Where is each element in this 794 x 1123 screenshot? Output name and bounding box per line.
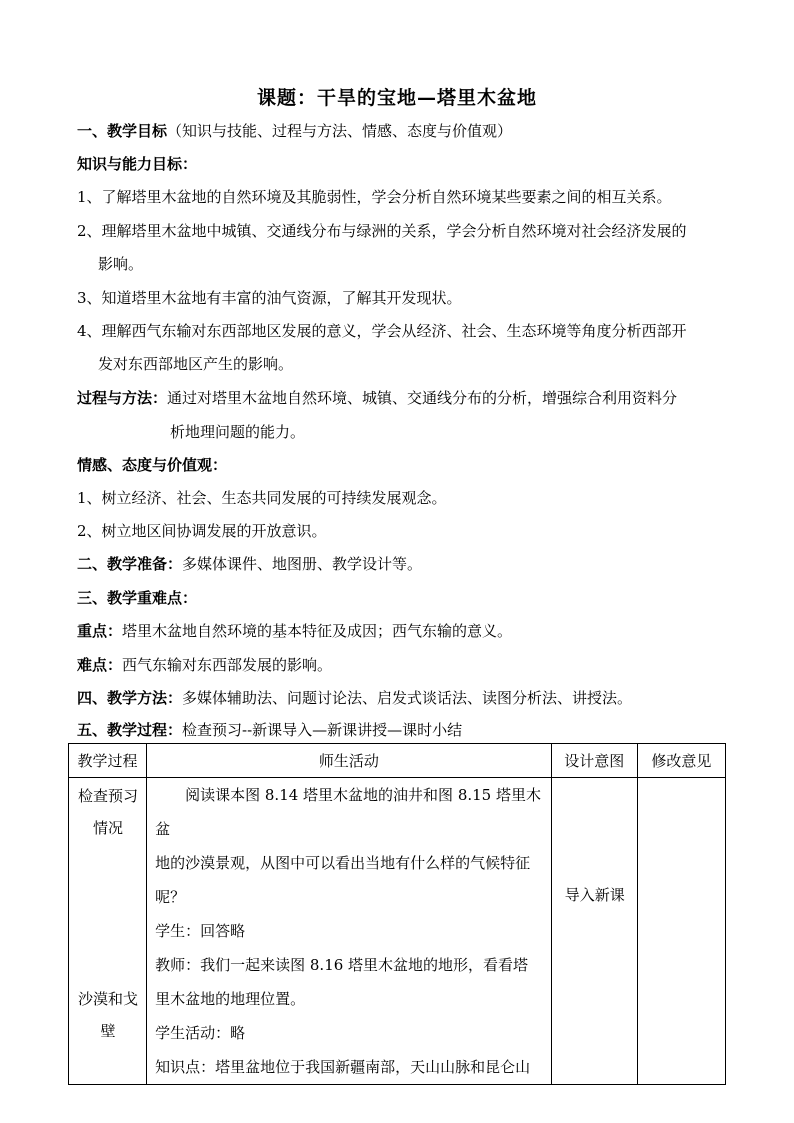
difficult-point-label: 难点：: [77, 656, 123, 674]
activity-line-2: 地的沙漠景观，从图中可以看出当地有什么样的气候特征: [155, 854, 531, 872]
teaching-methods-text: 多媒体辅助法、问题讨论法、启发式谈话法、读图分析法、讲授法。: [182, 689, 633, 707]
lesson-title: 课题：干旱的宝地—塔里木盆地: [256, 87, 537, 109]
knowledge-item-1: 1、了解塔里木盆地的自然环境及其脆弱性，学会分析自然环境某些要素之间的相互关系。: [77, 188, 672, 206]
teaching-methods-label: 四、教学方法：: [77, 689, 183, 707]
activity-line-7: 学生活动：略: [155, 1024, 246, 1042]
teaching-process-line: [77, 720, 462, 740]
stage-check-preview: [69, 780, 147, 844]
header-revision: 修改意见: [637, 744, 725, 778]
difficult-point-text: 西气东输对东西部发展的影响。: [122, 656, 333, 674]
intent-text: 导入新课: [564, 886, 625, 904]
stage-desert-gobi-line-1: 沙漠和戈: [77, 990, 138, 1008]
emotion-item-2: 2、树立地区间协调发展的开放意识。: [77, 522, 327, 540]
knowledge-item-4-cont: 发对东西部地区产生的影响。: [98, 355, 294, 373]
knowledge-item-2-cont: 影响。: [98, 255, 144, 273]
header-teaching-process: 教学过程: [69, 744, 147, 778]
header-activities: 师生活动: [147, 744, 552, 778]
key-point-label: 重点：: [77, 622, 123, 640]
process-method-label: 过程与方法：: [77, 389, 168, 407]
knowledge-item-4: 4、理解西气东输对东西部地区发展的意义，学会从经济、社会、生态环境等角度分析西部开: [77, 322, 687, 340]
emotion-item-1: 1、树立经济、社会、生态共同发展的可持续发展观念。: [77, 489, 447, 507]
activity-line-4: 学生：回答略: [155, 922, 246, 940]
emotion-heading: 情感、态度与价值观：: [77, 456, 228, 474]
knowledge-item-3: 3、知道塔里木盆地有丰富的油气资源，了解其开发现状。: [77, 289, 462, 307]
activities-cell: [147, 778, 552, 1085]
teaching-methods-line: [77, 688, 632, 708]
difficult-point-line: [77, 655, 332, 675]
process-method-line: [77, 388, 677, 408]
stage-desert-gobi: [69, 983, 147, 1047]
teaching-prep-label: 二、教学准备：: [77, 555, 183, 573]
stage-check-preview-line-1: 检查预习: [77, 787, 138, 805]
teaching-prep-text: 多媒体课件、地图册、教学设计等。: [182, 555, 423, 573]
activity-line-8: 知识点：塔里盆地位于我国新疆南部，天山山脉和昆仑山: [155, 1058, 531, 1076]
header-design-intent: 设计意图: [551, 744, 637, 778]
activity-line-3: 呢？: [155, 888, 186, 906]
intent-cell: [551, 778, 637, 1085]
stage-check-preview-line-2: 情况: [92, 819, 123, 837]
teaching-goals-note: （知识与技能、过程与方法、情感、态度与价值观）: [167, 122, 513, 140]
knowledge-item-2: 2、理解塔里木盆地中城镇、交通线分布与绿洲的关系，学会分析自然环境对社会经济发展的: [77, 222, 687, 240]
key-point-text: 塔里木盆地自然环境的基本特征及成因；西气东输的意义。: [122, 622, 513, 640]
table-header-row: [69, 744, 726, 778]
table-row: [69, 778, 726, 1085]
stage-desert-gobi-line-2: 壁: [100, 1022, 116, 1040]
process-method-text-cont: 析地理问题的能力。: [170, 423, 306, 441]
revision-cell: [637, 778, 725, 1085]
activity-line-1: 阅读课本图 8.14 塔里木盆地的油井和图 8.15 塔里木盆: [155, 786, 541, 838]
key-point-line: [77, 621, 512, 641]
activity-line-6: 里木盆地的地理位置。: [155, 990, 306, 1008]
lesson-plan-table: [68, 743, 726, 1085]
teaching-process-text: 检查预习--新课导入—新课讲授—课时小结: [182, 721, 463, 739]
teaching-prep-line: [77, 554, 422, 574]
knowledge-heading: 知识与能力目标：: [77, 155, 198, 173]
process-method-text: 通过对塔里木盆地自然环境、城镇、交通线分布的分析，增强综合利用资料分: [167, 389, 678, 407]
key-difficult-heading: 三、教学重难点：: [77, 589, 198, 607]
teaching-goals-line: [77, 121, 512, 141]
teaching-process-label: 五、教学过程：: [77, 721, 183, 739]
stage-cell: [69, 778, 147, 1085]
activity-line-5: 教师：我们一起来读图 8.16 塔里木盆地的地形，看看塔: [155, 956, 529, 974]
teaching-goals-heading: 一、教学目标: [77, 122, 168, 140]
